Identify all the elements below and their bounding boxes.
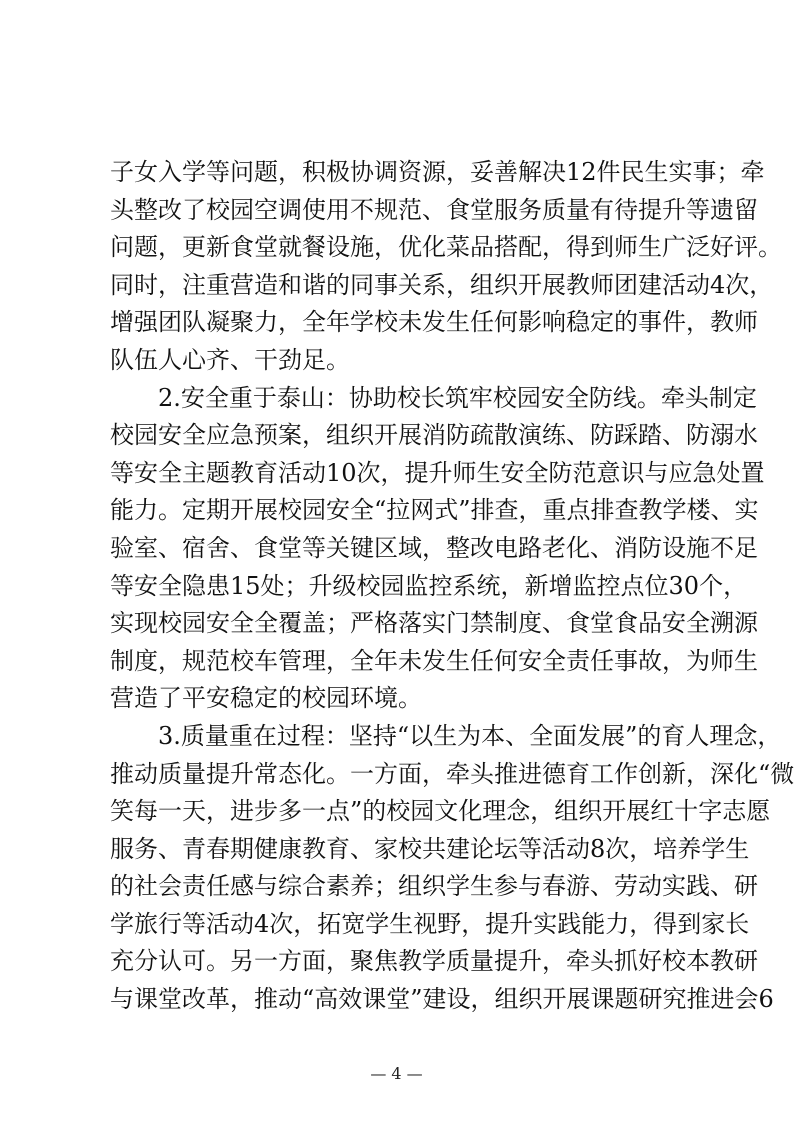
text-line: 笑每一天，进步多一点”的校园文化理念，组织开展红十字志愿 xyxy=(110,797,771,826)
text-line: 与课堂改革，推动“高效课堂”建设，组织开展课题研究推进会6 xyxy=(110,985,774,1014)
text-line: 头整改了校园空调使用不规范、食堂服务质量有待提升等遗留 xyxy=(110,195,758,224)
text-line: 能力。定期开展校园安全“拉网式”排查，重点排查教学楼、实 xyxy=(110,496,759,525)
text-line: 等安全主题教育活动10次，提升师生安全防范意识与应急处置 xyxy=(110,458,765,487)
text-line: 营造了平安稳定的校园环境。 xyxy=(110,684,422,713)
page-number: — 4 — xyxy=(370,1064,423,1083)
text-line: 问题，更新食堂就餐设施，优化菜品搭配，得到师生广泛好评。 xyxy=(110,233,782,262)
text-line: 3.质量重在过程：坚持“以生为本、全面发展”的育人理念， xyxy=(158,721,782,750)
text-line: 子女入学等问题，积极协调资源，妥善解决12件民生实事；牵 xyxy=(110,158,765,186)
text-line: 推动质量提升常态化。一方面，牵头推进德育工作创新，深化“微 xyxy=(110,759,794,788)
text-line: 学旅行等活动4次，拓宽学生视野，提升实践能力，得到家长 xyxy=(110,909,750,938)
text-line: 服务、青春期健康教育、家校共建论坛等活动8次，培养学生 xyxy=(110,834,750,863)
text-line: 等安全隐患15处；升级校园监控系统，新增监控点位30个， xyxy=(110,571,748,600)
text-line: 2.安全重于泰山：协助校长筑牢校园安全防线。牵头制定 xyxy=(158,383,757,412)
document-body xyxy=(110,154,794,1019)
text-line: 制度，规范校车管理，全年未发生任何安全责任事故，为师生 xyxy=(110,646,758,675)
text-line: 验室、宿舍、食堂等关键区域，整改电路老化、消防设施不足 xyxy=(110,533,758,562)
text-line: 队伍人心齐、干劲足。 xyxy=(110,345,350,374)
text-line: 校园安全应急预案，组织开展消防疏散演练、防踩踏、防溺水 xyxy=(110,421,758,450)
text-line: 增强团队凝聚力，全年学校未发生任何影响稳定的事件，教师 xyxy=(110,308,758,337)
text-line: 的社会责任感与综合素养；组织学生参与春游、劳动实践、研 xyxy=(110,872,758,901)
text-line: 实现校园安全全覆盖；严格落实门禁制度、食堂食品安全溯源 xyxy=(110,609,758,638)
text-line: 充分认可。另一方面，聚焦教学质量提升，牵头抓好校本教研 xyxy=(110,947,758,976)
text-line: 同时，注重营造和谐的同事关系，组织开展教师团建活动4次， xyxy=(110,270,774,299)
